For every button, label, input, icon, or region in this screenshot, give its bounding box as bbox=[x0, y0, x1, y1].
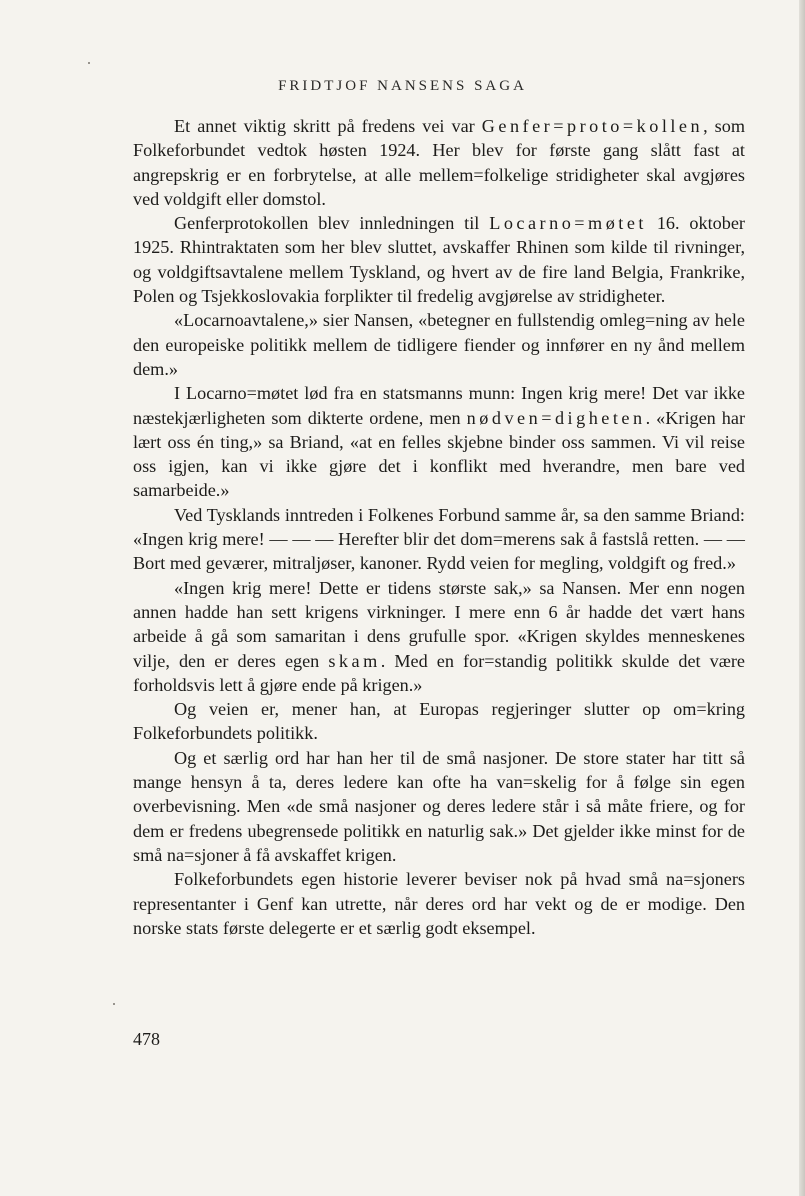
body-text bbox=[133, 114, 745, 940]
paragraph bbox=[133, 697, 745, 746]
text-run: . Med en for=standig politikk skulde det være forholdsvis lett å gjøre ende på krigen.» bbox=[133, 650, 746, 695]
text-run: . «Krigen har lært oss én ting,» sa Briand, «at en felles skjebne binder oss sammen. Vi vil reise oss igjen, kan vi ikke gjøre det i konflikt med hverandre, men bare ved samarbeide.» bbox=[133, 407, 745, 501]
page-number: 478 bbox=[133, 1029, 160, 1049]
paper-speck bbox=[113, 1003, 115, 1005]
text-run: Ved Tysklands inntreden i Folkenes Forbund samme år, sa den samme Briand: «Ingen krig mere! — — — Herefter blir det dom=merens sak å fastslå retten. — — Bort med geværer, mitraljøser, kanoner. Rydd veien for megling, voldgift og fred.» bbox=[133, 504, 745, 574]
paragraph bbox=[133, 867, 745, 940]
spaced-emphasis: skam bbox=[328, 650, 381, 671]
text-run: «Ingen krig mere! Dette er tidens største sak,» sa Nansen. Mer enn nogen annen hadde han sett krigens virkninger. I mere enn 6 år hadde det vært hans arbeide å gå som samaritan i dens grufulle spor. «Krigen skyldes menneskenes vilje, den er deres egen bbox=[133, 577, 745, 671]
text-run: I Locarno=møtet lød fra en statsmanns munn: Ingen krig mere! Det var ikke næstekjærligheten som dikterte ordene, men bbox=[133, 383, 745, 428]
text-run: Et annet viktig skritt på fredens vei var bbox=[174, 116, 482, 136]
text-run: Og et særlig ord har han her til de små nasjoner. De store stater har titt så mange hensyn å ta, deres ledere kan ofte ha van=skelig for å følge sin egen overbevisning. Men «de små nasjoner og deres ledere står i så måte friere, og for dem er fredens ubegrensede politikk en naturlig sak.» Det gjelder ikke minst for de små na=sjoner å få avskaffet krigen. bbox=[133, 747, 745, 865]
spaced-emphasis: Genfer=proto=kollen bbox=[481, 116, 704, 136]
paragraph bbox=[133, 114, 745, 211]
running-head: FRIDTJOF NANSENS SAGA bbox=[278, 78, 527, 94]
text-run: «Locarnoavtalene,» sier Nansen, «betegner en fullstendig omleg=ning av hele den europeiske politikk mellem de tidligere fiender og innfører en ny ånd mellem dem.» bbox=[133, 310, 745, 379]
paragraph bbox=[133, 211, 745, 308]
text-run: , som Folkeforbundet vedtok høsten 1924. Her blev for første gang slått fast at angrepskrig er en forbrytelse, at alle mellem=folkelige stridigheter skal avgjøres ved voldgift eller domstol. bbox=[133, 116, 745, 209]
page-edge bbox=[799, 0, 805, 1196]
text-run: Folkeforbundets egen historie leverer beviser nok på hvad små na=sjoners representanter i Genf kan utrette, når deres ord har vekt og de er modige. Den norske stats første delegerte er et særlig godt eksempel. bbox=[133, 869, 745, 938]
text-run: Genferprotokollen blev innledningen til bbox=[174, 213, 490, 234]
paragraph bbox=[133, 308, 745, 381]
paragraph bbox=[133, 746, 745, 867]
spaced-emphasis: nødven=digheten bbox=[466, 407, 646, 428]
text-run: 16. oktober 1925. Rhintraktaten som her blev sluttet, avskaffer Rhinen som kilde til rivninger, og voldgiftsavtalene mellem Tyskland, og hvert av de fire land Belgia, Frankrike, Polen og Tsjekkoslovakia forplikter til fredelig avgjørelse av stridigheter. bbox=[133, 213, 745, 307]
paper-speck bbox=[88, 62, 90, 64]
paragraph bbox=[133, 576, 745, 697]
paragraph bbox=[133, 381, 745, 502]
spaced-emphasis: Locarno=møtet bbox=[489, 213, 647, 234]
text-run: Og veien er, mener han, at Europas regjeringer slutter op om=kring Folkeforbundets politikk. bbox=[133, 699, 745, 744]
paragraph bbox=[133, 503, 745, 576]
